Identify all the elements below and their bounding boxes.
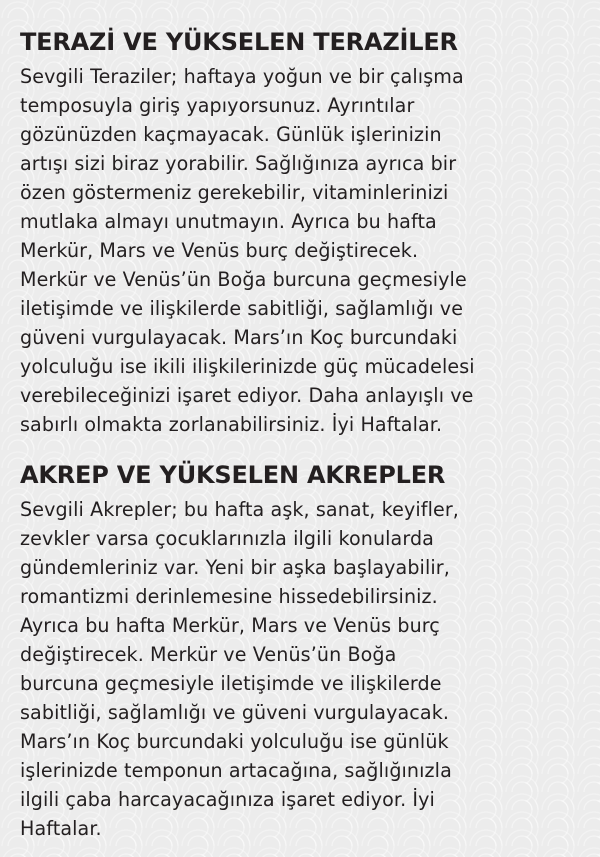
section-heading: AKREP VE YÜKSELEN AKREPLER — [20, 461, 446, 489]
section-body: Sevgili Teraziler; haftaya yoğun ve bir çalışma temposuyla giriş yapıyorsunuz. Ayrıntılar gözünüzden kaçmayacak. Günlük işlerinizin artışı sizi biraz yorabilir. Sağlığınıza ayrıca bir özen göstermeniz gerekebilir, vitaminlerinizi mutlaka almayı unutmayın. Ayrıca bu hafta Merkür, Mars ve Venüs burç değiştirecek. Merkür ve Venüs’ün Boğa burcuna geçmesiyle iletişimde ve ilişkilerde sabitliği, sağlamlığı ve güveni vurgulayacak. Mars’ın Koç burcundaki yolculuğu ise ikili ilişkilerinizde güç mücadelesi verebileceğinizi işaret ediyor. Daha anlayışlı ve sabırlı olmakta zorlanabilirsiniz. İyi Haftalar. — [20, 65, 475, 436]
horoscope-section-libra — [20, 22, 595, 439]
section-heading: TERAZİ VE YÜKSELEN TERAZİLER — [20, 28, 458, 56]
horoscope-section-scorpio — [20, 455, 595, 843]
section-body: Sevgili Akrepler; bu hafta aşk, sanat, keyifler, zevkler varsa çocuklarınızla ilgili konularda gündemleriniz var. Yeni bir aşka başlayabilir, romantizmi derinlemesine hissedebilirsiniz. Ayrıca bu hafta Merkür, Mars ve Venüs burç değiştirecek. Merkür ve Venüs’ün Boğa burcuna geçmesiyle iletişimde ve ilişkilerde sabitliği, sağlamlığı ve güveni vurgulayacak. Mars’ın Koç burcundaki yolculuğu ise günlük işlerinizde temponun artacağına, sağlığınızla ilgili çaba harcayacağınıza işaret ediyor. İyi Haftalar. — [20, 498, 459, 840]
